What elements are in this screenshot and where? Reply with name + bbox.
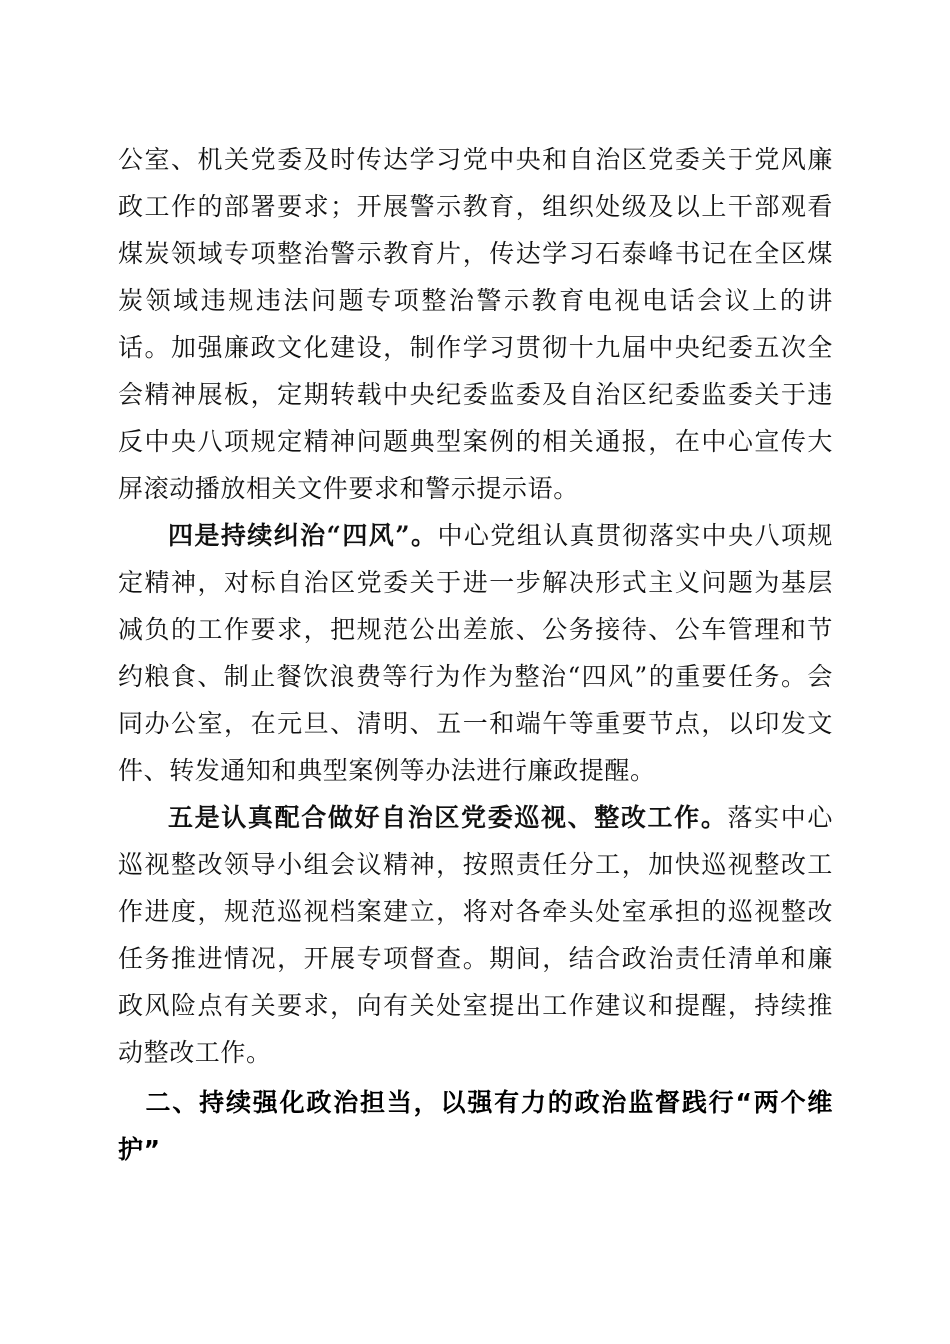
document-body [118, 136, 833, 1173]
section-heading: 二、持续强化政治担当，以强有力的政治监督践行“两个维护” [118, 1088, 833, 1164]
paragraph-five [118, 794, 833, 1076]
paragraph-continued [118, 136, 833, 512]
paragraph-text: 公室、机关党委及时传达学习党中央和自治区党委关于党风廉政工作的部署要求；开展警示教育，组织处级及以上干部观看煤炭领域专项整治警示教育片，传达学习石泰峰书记在全区煤炭领域违规违法问题专项整治警示教育电视电话会议上的讲话。加强廉政文化建设，制作学习贯彻十九届中央纪委五次全会精神展板，定期转载中央纪委监委及自治区纪委监委关于违反中央八项规定精神问题典型案例的相关通报，在中心宣传大屏滚动播放相关文件要求和警示提示语。 [118, 145, 833, 503]
paragraph-text: 落实中心巡视整改领导小组会议精神，按照责任分工，加快巡视整改工作进度，规范巡视档案建立，将对各牵头处室承担的巡视整改任务推进情况，开展专项督查。期间，结合政治责任清单和廉政风险点有关要求，向有关处室提出工作建议和提醒，持续推动整改工作。 [118, 803, 833, 1067]
paragraph-text: 中心党组认真贯彻落实中央八项规定精神，对标自治区党委关于进一步解决形式主义问题为基层减负的工作要求，把规范公出差旅、公务接待、公车管理和节约粮食、制止餐饮浪费等行为作为整治“四风”的重要任务。会同办公室，在元旦、清明、五一和端午等重要节点，以印发文件、转发通知和典型案例等办法进行廉政提醒。 [118, 521, 833, 785]
paragraph-lead: 四是持续纠治“四风”。 [168, 521, 438, 550]
paragraph-lead: 五是认真配合做好自治区党委巡视、整改工作。 [168, 803, 728, 832]
paragraph-four [118, 512, 833, 794]
